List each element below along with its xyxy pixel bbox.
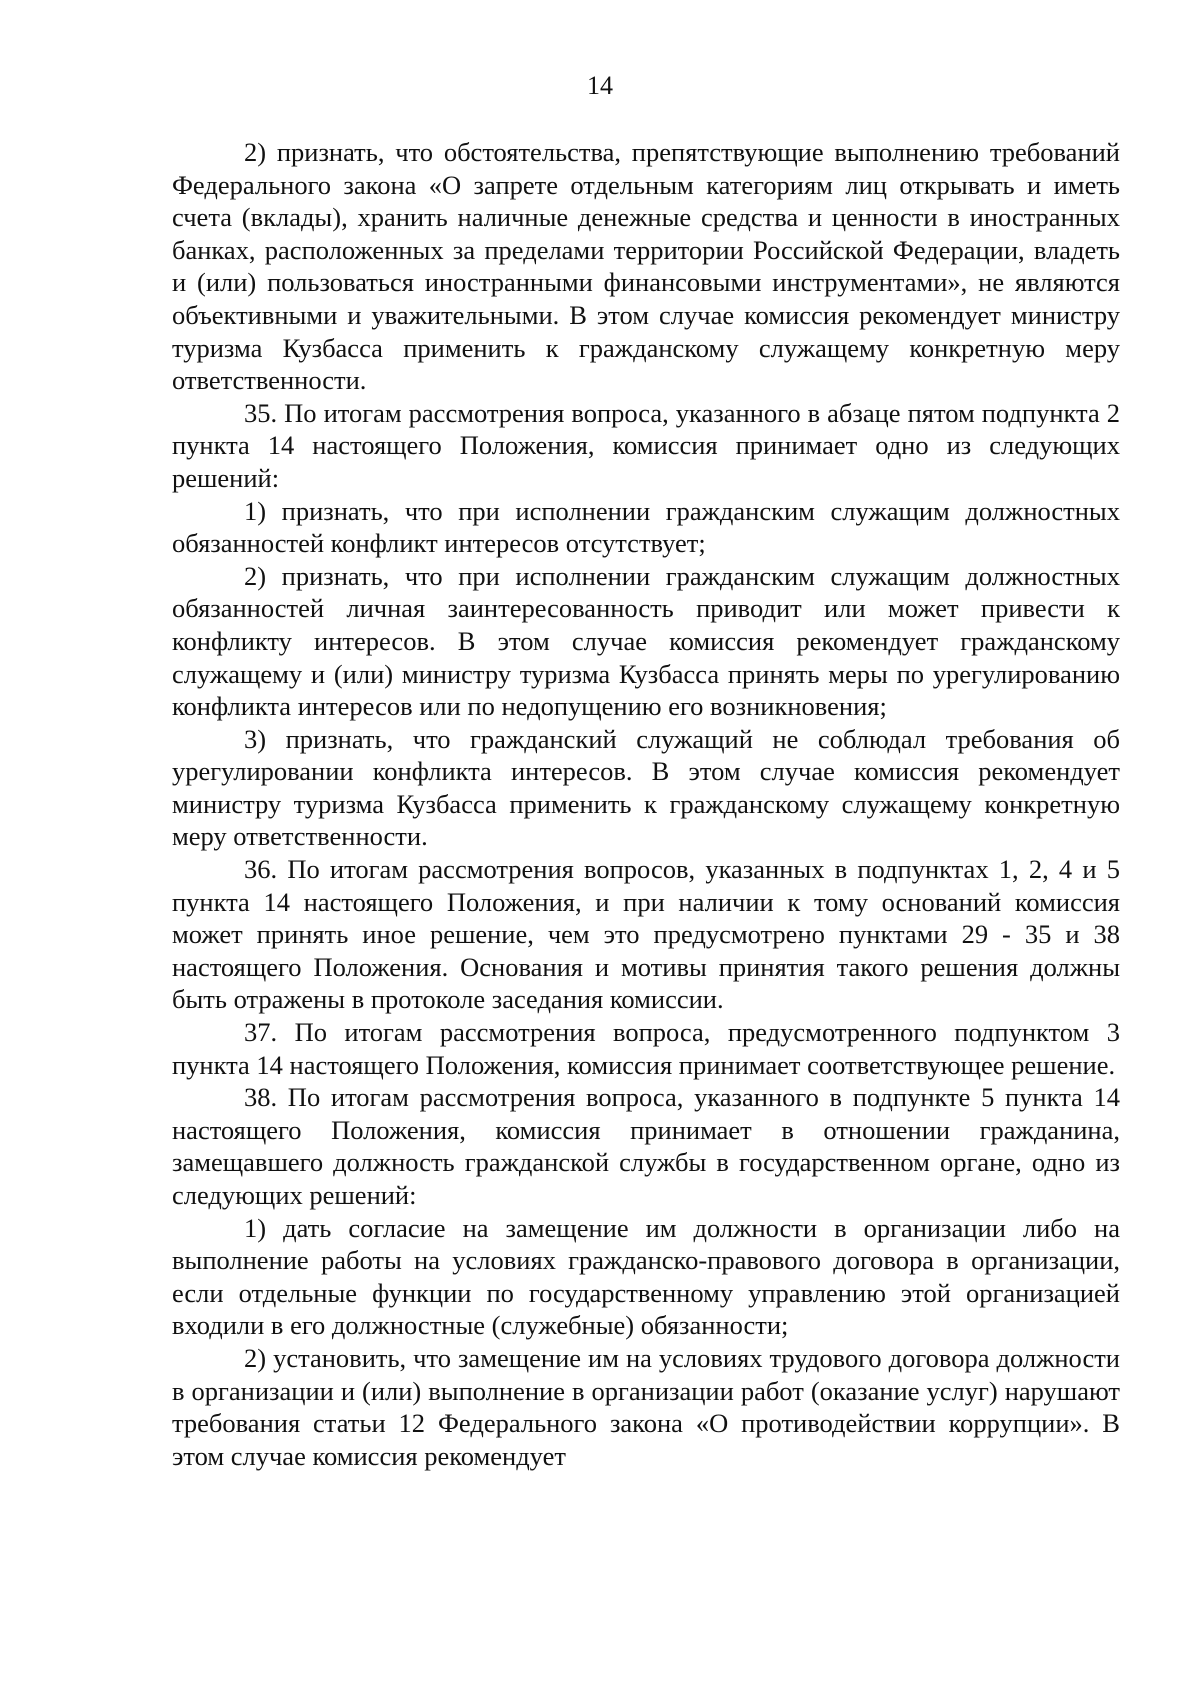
paragraph-35: 35. По итогам рассмотрения вопроса, указанного в абзаце пятом подпункта 2 пункта 14 настоящего Положения, комиссия принимает одно из следующих решений: <box>172 397 1120 493</box>
paragraph-38-item-2: 2) установить, что замещение им на условиях трудового договора должности в организации и (или) выполнение в организации работ (оказание услуг) нарушают требования статьи 12 Федерального закона «О противодействии коррупции». В этом случае комиссия рекомендует <box>172 1342 1120 1471</box>
paragraph-35-item-2: 2) признать, что при исполнении гражданским служащим должностных обязанностей личная заинтересованность приводит или может привести к конфликту интересов. В этом случае комиссия рекомендует гражданскому служащему и (или) министру туризма Кузбасса принять меры по урегулированию конфликта интересов или по недопущению его возникновения; <box>172 560 1120 722</box>
paragraph-35-item-1: 1) признать, что при исполнении гражданским служащим должностных обязанностей конфликт интересов отсутствует; <box>172 495 1120 559</box>
document-body <box>172 136 1120 1472</box>
paragraph-item-2-objective-reasons: 2) признать, что обстоятельства, препятствующие выполнению требований Федерального закона «О запрете отдельным категориям лиц открывать и иметь счета (вклады), хранить наличные денежные средства и ценности в иностранных банках, расположенных за пределами территории Российской Федерации, владеть и (или) пользоваться иностранными финансовыми инструментами», не являются объективными и уважительными. В этом случае комиссия рекомендует министру туризма Кузбасса применить к гражданскому служащему конкретную меру ответственности. <box>172 137 1120 396</box>
paragraph-38-item-1: 1) дать согласие на замещение им должности в организации либо на выполнение работы на условиях гражданско-правового договора в организации, если отдельные функции по государственному управлению этой организацией входили в его должностные (служебные) обязанности; <box>172 1212 1120 1341</box>
paragraph-36: 36. По итогам рассмотрения вопросов, указанных в подпунктах 1, 2, 4 и 5 пункта 14 настоящего Положения, и при наличии к тому оснований комиссия может принять иное решение, чем это предусмотрено пунктами 29 - 35 и 38 настоящего Положения. Основания и мотивы принятия такого решения должны быть отражены в протоколе заседания комиссии. <box>172 854 1120 1015</box>
paragraph-37: 37. По итогам рассмотрения вопроса, предусмотренного подпунктом 3 пункта 14 настоящего Положения, комиссия принимает соответствующее решение. <box>172 1017 1120 1080</box>
page-number: 14 <box>587 71 613 100</box>
paragraph-35-item-3: 3) признать, что гражданский служащий не соблюдал требования об урегулировании конфликта интересов. В этом случае комиссия рекомендует министру туризма Кузбасса применить к гражданскому служащему конкретную меру ответственности. <box>172 723 1120 852</box>
paragraph-38: 38. По итогам рассмотрения вопроса, указанного в подпункте 5 пункта 14 настоящего Положения, комиссия принимает в отношении гражданина, замещавшего должность гражданской службы в государственном органе, одно из следующих решений: <box>172 1082 1120 1210</box>
